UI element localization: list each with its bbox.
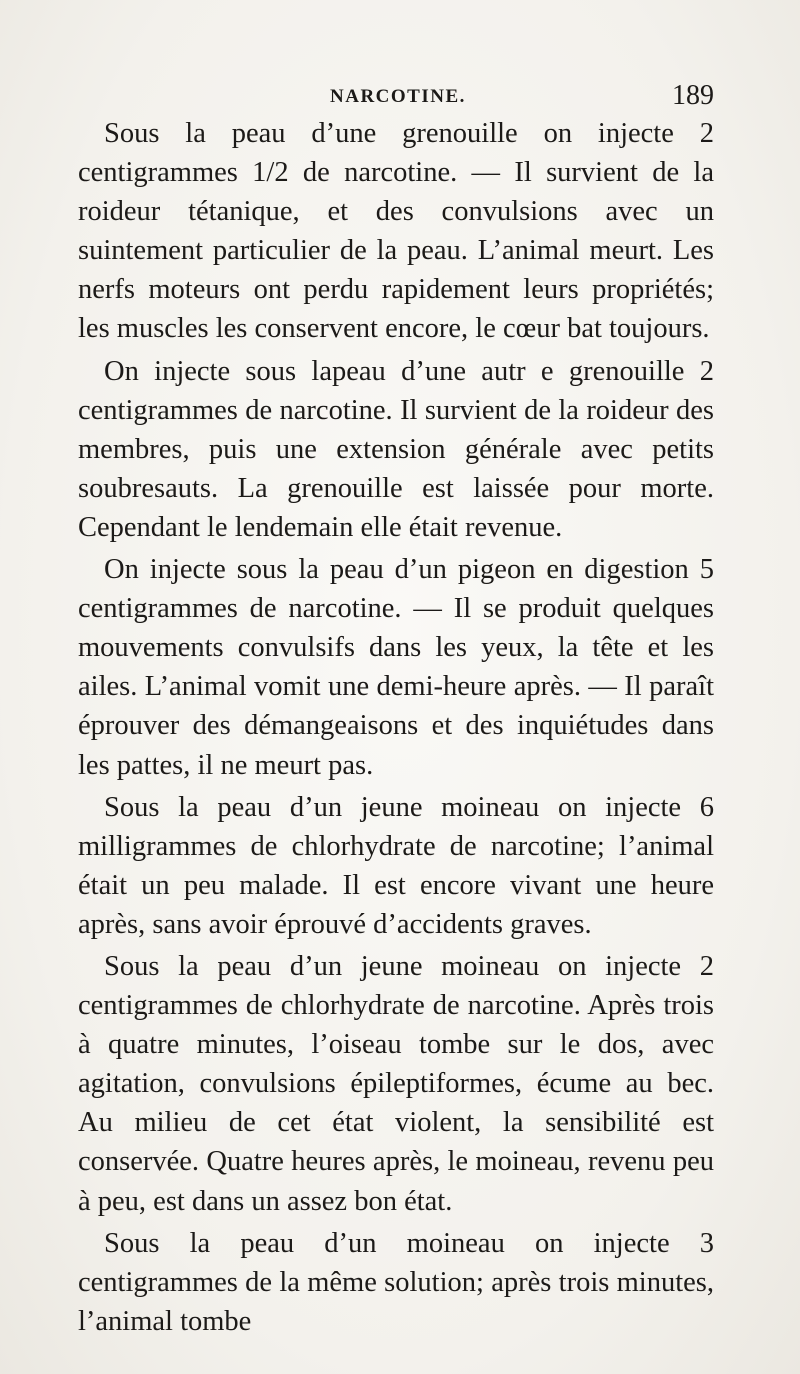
body-text: [78, 114, 714, 1344]
paragraph-sparrow-1: Sous la peau d’un jeune moineau on injecte 6 milligrammes de chlorhydrate de narcotine; l’animal était un peu malade. Il est encore vivant une heure après, sans avoir éprouvé d’accidents graves.: [78, 791, 714, 940]
paragraph-sparrow-3: Sous la peau d’un moineau on injecte 3 centigrammes de la même solution; après trois minutes, l’animal tombe: [78, 1227, 714, 1337]
paragraph-frog-2: On injecte sous lapeau d’une autr e grenouille 2 centigrammes de narcotine. Il survient de la roideur des membres, puis une extension générale avec petits soubresauts. La grenouille est laissée pour morte. Cependant le lendemain elle était revenue.: [78, 355, 714, 543]
running-head: NARCOTINE.: [330, 86, 466, 107]
page-number: 189: [672, 80, 714, 111]
paragraph-pigeon: On injecte sous la peau d’un pigeon en digestion 5 centigrammes de narcotine. — Il se produit quelques mouvements convulsifs dans les yeux, la tête et les ailes. L’animal vomit une demi-heure après. — Il paraît éprouver des démangeaisons et des inquiétudes dans les pattes, il ne meurt pas.: [78, 554, 714, 781]
paragraph-sparrow-2: Sous la peau d’un jeune moineau on injecte 2 centigrammes de chlorhydrate de narcotine. Après trois à quatre minutes, l’oiseau tombe sur le dos, avec agitation, convulsions épileptiformes, écume au bec. Au milieu de cet état violent, la sensibilité est conservée. Quatre heures après, le moineau, revenu peu à peu, est dans un assez bon état.: [78, 950, 714, 1217]
page-header: [78, 80, 714, 114]
paragraph-frog-1: Sous la peau d’une grenouille on injecte 2 centigrammes 1/2 de narcotine. — Il survient de la roideur tétanique, et des convulsions avec un suintement particulier de la peau. L’animal meurt. Les nerfs moteurs ont perdu rapidement leurs propriétés; les muscles les conservent encore, le cœur bat toujours.: [78, 118, 714, 345]
